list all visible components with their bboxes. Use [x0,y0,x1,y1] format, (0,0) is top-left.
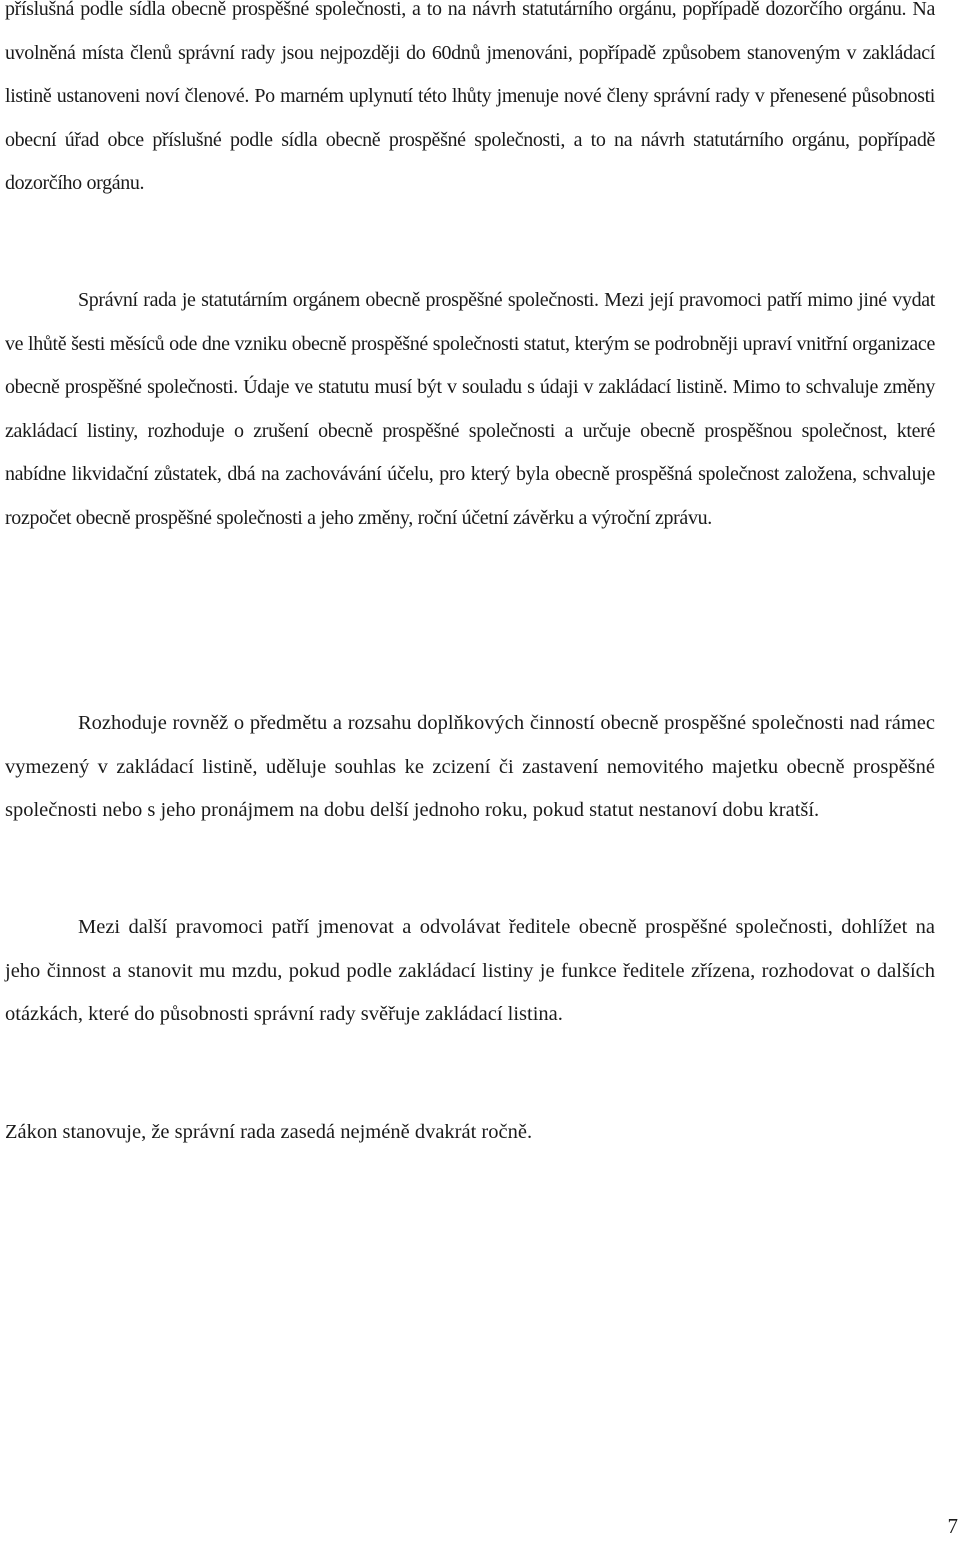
paragraph-meeting-frequency: Zákon stanovuje, že správní rada zasedá nejméně dvakrát ročně. [5,1121,533,1143]
paragraph-director-powers: Mezi další pravomoci patří jmenovat a odvolávat ředitele obecně prospěšné společnosti, dohlížet na jeho činnost a stanovit mu mzdu, pokud podle zakládací listiny je funkce ředitele zřízena, rozhodovat o dalších otázkách, které do působnosti správní rady svěřuje zakládací listina. [5,916,935,1025]
paragraph-supplementary-activities: Rozhoduje rovněž o předmětu a rozsahu doplňkových činností obecně prospěšné společnosti nad rámec vymezený v zakládací listině, uděluje souhlas ke zcizení či zastavení nemovitého majetku obecně prospěšné společnosti nebo s jeho pronájmem na dobu delší jednoho roku, pokud statut nestanoví dobu kratší. [5,712,935,821]
paragraph-appointment-of-members: příslušná podle sídla obecně prospěšné společnosti, a to na návrh statutárního orgánu, popřípadě dozorčího orgánu. Na uvolněná místa členů správní rady jsou nejpozději do 60dnů jmenováni, popřípadě způsobem stanoveným v zakládací listině ustanoveni noví členové. Po marném uplynutí této lhůty jmenuje nové členy správní rady v přenesené působnosti obecní úřad obce příslušné podle sídla obecně prospěšné společnosti, a to na návrh statutárního orgánu, popřípadě dozorčího orgánu. [5,0,935,194]
paragraph-board-powers: Správní rada je statutárním orgánem obecně prospěšné společnosti. Mezi její pravomoci patří mimo jiné vydat ve lhůtě šesti měsíců ode dne vzniku obecně prospěšné společnosti statut, kterým se podrobněji upraví vnitřní organizace obecně prospěšné společnosti. Údaje ve statutu musí být v souladu s údaji v zakládací listině. Mimo to schvaluje změny zakládací listiny, rozhoduje o zrušení obecně prospěšné společnosti a určuje obecně prospěšnou společnost, které nabídne likvidační zůstatek, dbá na zachovávání účelu, pro který byla obecně prospěšná společnost založena, schvaluje rozpočet obecně prospěšné společnosti a jeho změny, roční účetní závěrku a výroční zprávu. [5,289,935,529]
page-number: 7 [947,1514,958,1538]
